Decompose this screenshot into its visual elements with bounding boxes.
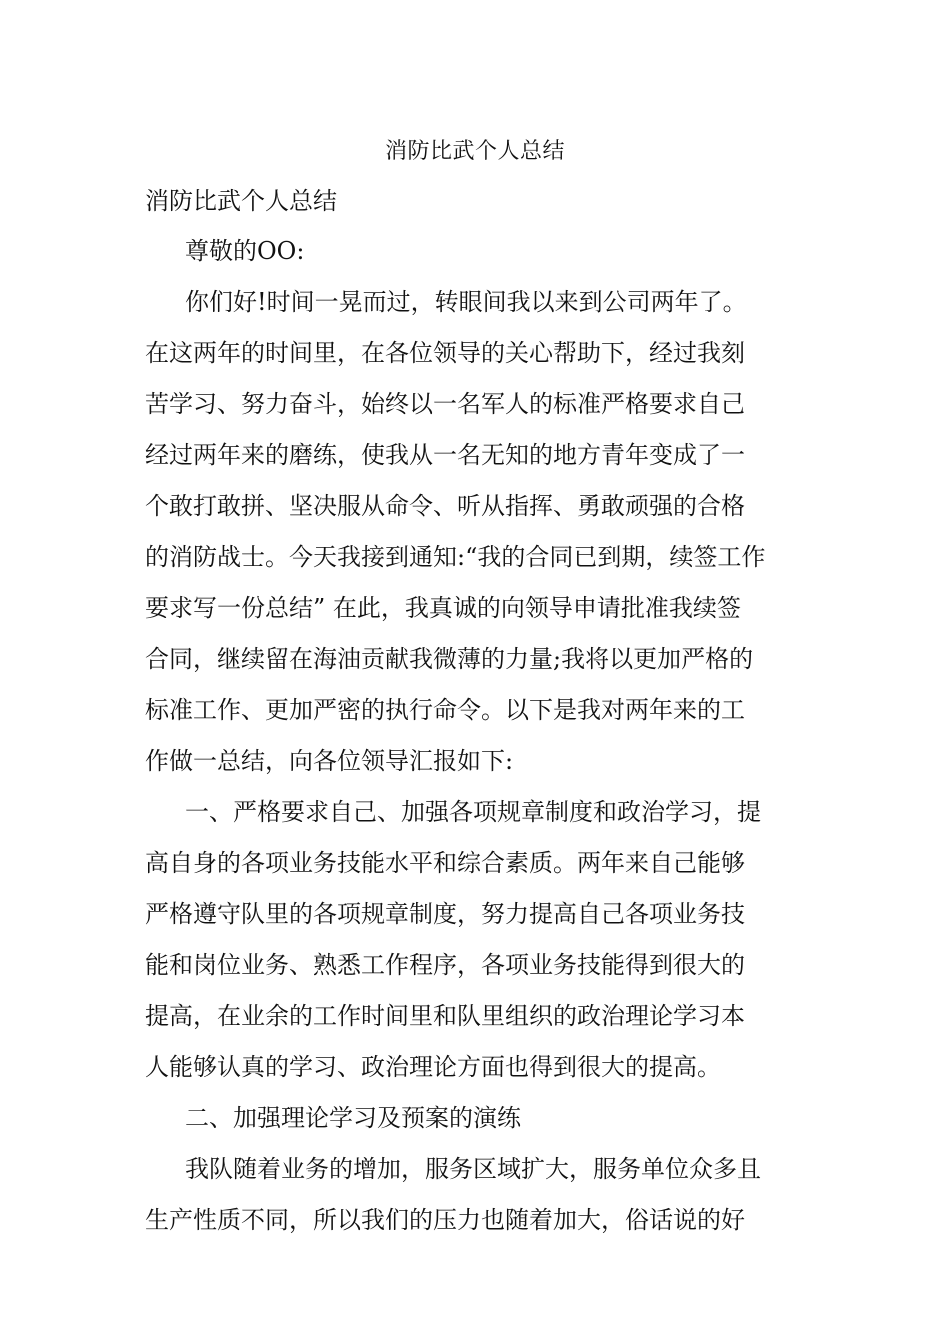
document-subtitle: 消防比武个人总结 [145, 187, 337, 215]
paragraph-line: 合同，继续留在海油贡献我微薄的力量;我将以更加严格的 [145, 645, 754, 673]
document-title: 消防比武个人总结 [384, 139, 565, 164]
paragraph-line: 你们好!时间一晃而过，转眼间我以来到公司两年了。 [185, 288, 747, 316]
paragraph-line: 我队随着业务的增加，服务区域扩大，服务单位众多且 [185, 1155, 761, 1183]
paragraph-line: 人能够认真的学习、政治理论方面也得到很大的提高。 [145, 1053, 721, 1081]
paragraph-line: 在这两年的时间里，在各位领导的关心帮助下，经过我刻 [145, 339, 745, 367]
paragraph-line: 经过两年来的磨练，使我从一名无知的地方青年变成了一 [145, 441, 745, 469]
paragraph-line: 严格遵守队里的各项规章制度，努力提高自己各项业务技 [145, 900, 745, 928]
paragraph-line: 要求写一份总结” 在此，我真诚的向领导申请批准我续签 [145, 594, 741, 622]
paragraph-line: 提高，在业余的工作时间里和队里组织的政治理论学习本 [145, 1002, 745, 1030]
paragraph-line: 的消防战士。今天我接到通知:“我的合同已到期，续签工作 [145, 543, 766, 571]
paragraph-line: 一、严格要求自己、加强各项规章制度和政治学习，提 [185, 798, 761, 826]
paragraph-line: 苦学习、努力奋斗，始终以一名军人的标准严格要求自己 [145, 390, 745, 418]
section-heading: 二、加强理论学习及预案的演练 [185, 1104, 521, 1132]
paragraph-line: 个敢打敢拼、坚决服从命令、听从指挥、勇敢顽强的合格 [145, 492, 745, 520]
paragraph-line: 高自身的各项业务技能水平和综合素质。两年来自己能够 [145, 849, 745, 877]
paragraph-line: 能和岗位业务、熟悉工作程序，各项业务技能得到很大的 [145, 951, 745, 979]
paragraph-line: 标准工作、更加严密的执行命令。以下是我对两年来的工 [145, 696, 745, 724]
salutation-line: 尊敬的OO: [185, 237, 305, 265]
paragraph-line: 作做一总结，向各位领导汇报如下: [145, 747, 514, 775]
paragraph-line: 生产性质不同，所以我们的压力也随着加大，俗话说的好 [145, 1206, 745, 1234]
